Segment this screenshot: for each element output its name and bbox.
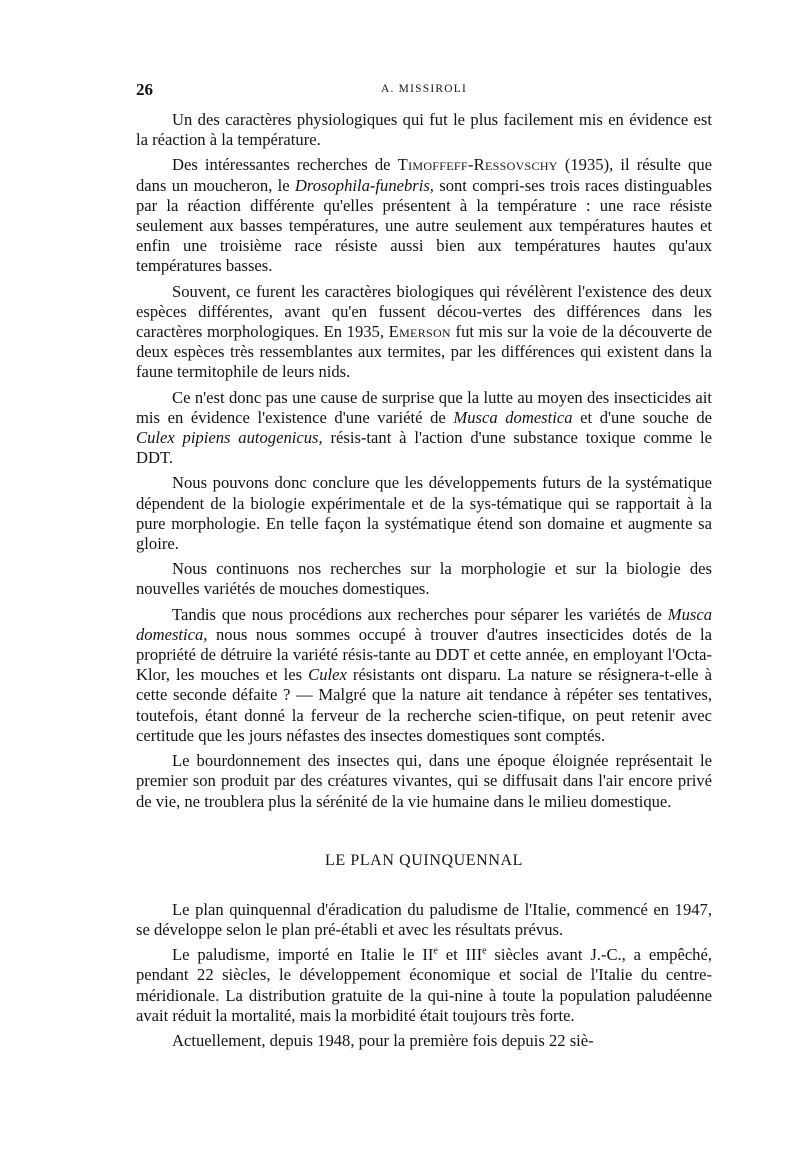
text-run: Tandis que nous procédions aux recherches pour séparer les variétés de <box>172 604 668 624</box>
text-run: Nous pouvons donc conclure que les développements futurs de la systématique dépendent de la biologie expérimentale et de la sys-tématique qui se rapportait à la pure morphologie. En telle façon la systématique étend son domaine et augmente sa gloire. <box>136 473 712 554</box>
section-title: LE PLAN QUINQUENNAL <box>324 851 524 869</box>
text-run: nous nous sommes occupé à trouver d'autres insecticides dotés de la propriété de détruire la variété résis-tante au DDT et cette année, en employant l'Octa-Klor, les mouches et les <box>136 624 712 685</box>
text-run: Le paludisme, importé en Italie le II <box>172 945 434 965</box>
text-run: résistants ont disparu. La nature se résignera-t-elle à cette seconde défaite ? — Malgré que la nature ait tendance à répéter ses tentatives, toutefois, étant donné la ferveur de la recherche scien-tifique, on peut retenir avec certitude que les jours néfastes des insectes domestiques sont comptés. <box>136 665 712 745</box>
paragraph <box>136 559 712 599</box>
text-run: Actuellement, depuis 1948, pour la première fois depuis 22 siè- <box>172 1030 594 1050</box>
text-run: Ce n'est donc pas une cause de surprise que la lutte au moyen des insecticides ait mis en évidence l'existence d'une variété de <box>136 387 712 427</box>
running-head-author: A. MISSIROLI <box>381 83 467 95</box>
body-text-bottom <box>136 900 712 1051</box>
text-run: Le plan quinquennal d'éradication du paludisme de l'Italie, commencé en 1947, se développe selon le plan pré-établi et avec les résultats prévus. <box>136 899 712 939</box>
page <box>136 80 712 1056</box>
superscript: e <box>482 945 487 957</box>
author-name: Timoffeff-Ressovschy <box>397 155 558 175</box>
text-run: et III <box>437 945 483 965</box>
author-name: Emerson <box>388 322 451 342</box>
text-run: Un des caractères physiologiques qui fut le plus facilement mis en évidence est la réaction à la température. <box>136 110 712 150</box>
text-run: Nous continuons nos recherches sur la morphologie et sur la biologie des nouvelles variétés de mouches domestiques. <box>136 559 712 599</box>
paragraph <box>136 945 712 1026</box>
text-run: (1935), il résulte que dans un moucheron, le <box>136 155 712 195</box>
paragraph <box>136 473 712 554</box>
italic-term: Culex <box>308 665 347 685</box>
paragraph <box>136 751 712 812</box>
italic-term: Drosophila-funebris, <box>294 175 434 195</box>
paragraph <box>136 282 712 383</box>
text-run: Le bourdonnement des insectes qui, dans une époque éloignée représentait le premier son produit par des créatures vivantes, qui se diffusait dans l'air encore privé de vie, ne troublera plus la sérénité de la vie humaine dans le milieu domestique. <box>136 751 712 811</box>
paragraph <box>136 1031 712 1051</box>
text-run: et d'une souche de <box>572 407 712 427</box>
page-number: 26 <box>136 80 153 99</box>
paragraph <box>136 155 712 276</box>
text-run: Des intéressantes recherches de <box>172 155 398 175</box>
text-run: fut mis sur la voie de la découverte de deux espèces très ressemblantes aux termites, par les différences qui existent dans la faune termitophile de leurs nids. <box>136 322 712 382</box>
text-run: Souvent, ce furent les caractères biologiques qui révélèrent l'existence des deux espèces différentes, avant qu'en fussent décou-vertes des différences dans les caractères morphologiques. En 1935, <box>136 281 712 342</box>
text-run: résis-tant à l'action d'une substance toxique comme le DDT. <box>136 428 713 468</box>
paragraph <box>136 110 712 150</box>
text-run: siècles avant J.-C., a empêché, pendant 22 siècles, le développement économique et social de l'Italie du centre-méridionale. La distribution gratuite de la qui-nine à toute la population paludéenne avait réduit la mortalité, mais la morbidité était toujours très forte. <box>136 945 712 1025</box>
italic-term: Culex pipiens autogenicus, <box>136 428 323 448</box>
body-text-top <box>136 110 712 812</box>
paragraph <box>136 388 712 469</box>
italic-term: Musca domestica, <box>136 604 712 644</box>
text-run: sont compri-ses trois races distinguables par la réaction différente qu'elles présentent à la température : une race résiste seulement aux basses températures, une autre seulement aux températures hautes et enfin une troisième race résiste aussi bien aux températures hautes qu'aux températures basses. <box>136 175 712 276</box>
italic-term: Musca domestica <box>453 407 573 427</box>
running-head <box>136 80 712 104</box>
superscript: e <box>433 945 438 957</box>
paragraph <box>136 605 712 746</box>
paragraph <box>136 900 712 940</box>
